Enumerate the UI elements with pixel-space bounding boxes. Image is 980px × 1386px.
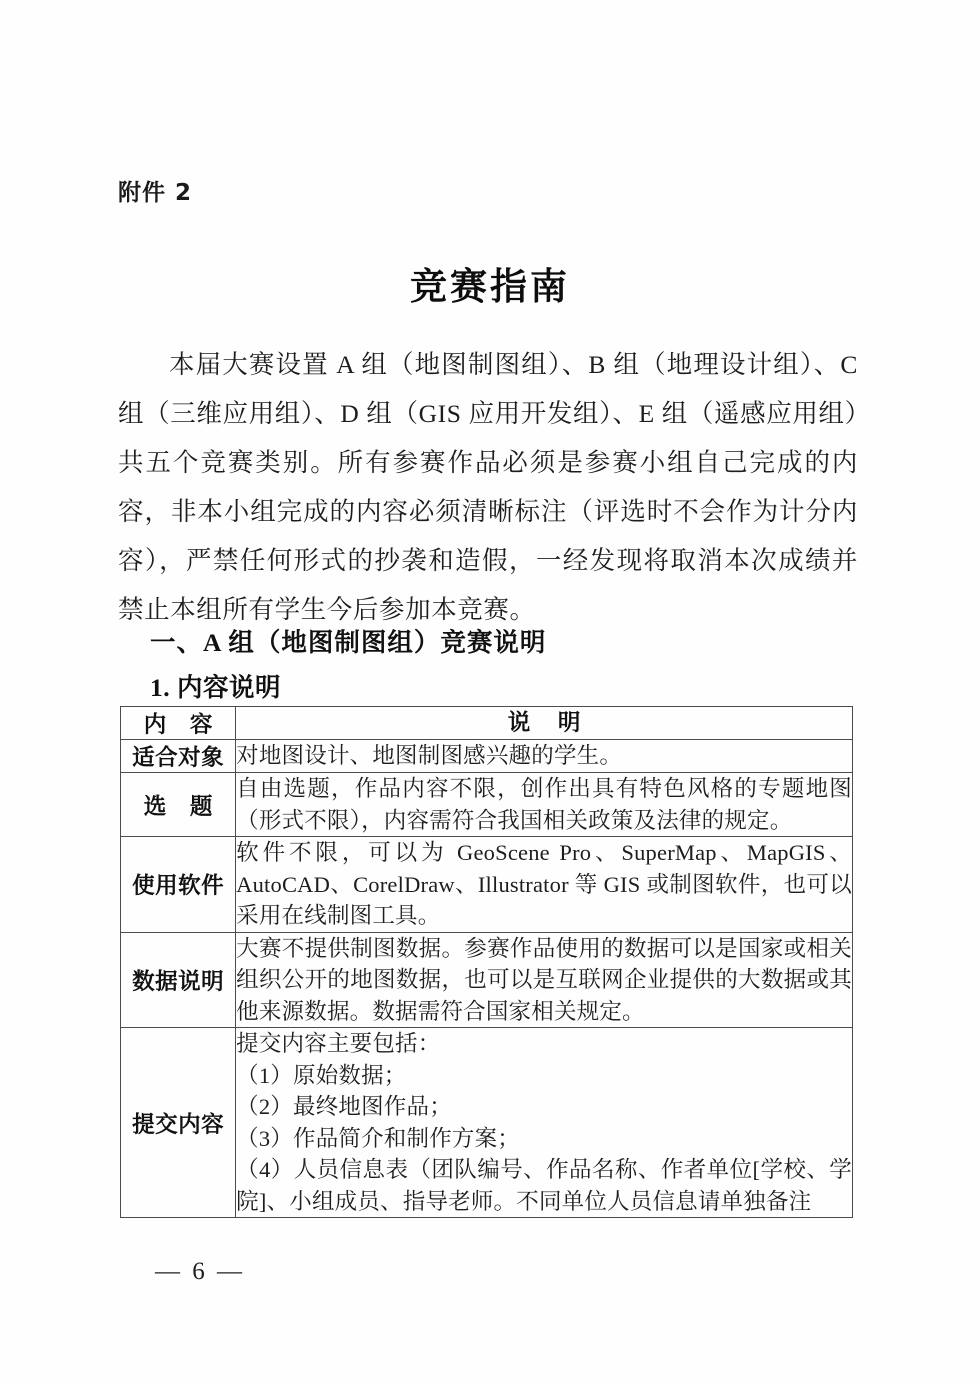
submission-line: （2）最终地图作品； bbox=[236, 1094, 452, 1119]
row-key-software: 使用软件 bbox=[121, 837, 236, 933]
row-key-submission: 提交内容 bbox=[121, 1028, 236, 1218]
row-key-data-notes: 数据说明 bbox=[121, 932, 236, 1028]
intro-section bbox=[118, 340, 858, 634]
table-row bbox=[121, 773, 853, 837]
submission-line: （4）人员信息表（团队编号、作品名称、作者单位[学校、学院]、小组成员、指导老师。不同单位人员信息请单独备注 bbox=[236, 1157, 852, 1214]
intro-paragraph: 本届大赛设置 A 组（地图制图组）、B 组（地理设计组）、C 组（三维应用组）、D 组（GIS 应用开发组）、E 组（遥感应用组）共五个竞赛类别。所有参赛作品必须是参赛小组自己完成的内容，非本小组完成的内容必须清晰标注（评选时不会作为计分内容），严禁任何形式的抄袭和造假，一经发现将取消本次成绩并禁止本组所有学生今后参加本竞赛。 bbox=[118, 350, 858, 624]
attachment-label: 附件 2 bbox=[118, 180, 193, 206]
table-row bbox=[121, 932, 853, 1028]
submission-line: 提交内容主要包括： bbox=[236, 1031, 441, 1056]
row-value-topic: 自由选题，作品内容不限，创作出具有特色风格的专题地图（形式不限），内容需符合我国相关政策及法律的规定。 bbox=[236, 773, 853, 837]
row-value-submission bbox=[236, 1028, 853, 1218]
table-header-value: 说 明 bbox=[236, 707, 853, 740]
row-key-suitable-audience: 适合对象 bbox=[121, 740, 236, 773]
section-heading: 一、A 组（地图制图组）竞赛说明 bbox=[150, 628, 547, 657]
row-value-data-notes: 大赛不提供制图数据。参赛作品使用的数据可以是国家或相关组织公开的地图数据，也可以是互联网企业提供的大数据或其他来源数据。数据需符合国家相关规定。 bbox=[236, 932, 853, 1028]
table-row bbox=[121, 837, 853, 933]
subsection-heading: 1. 内容说明 bbox=[150, 673, 282, 702]
page-title: 竞赛指南 bbox=[410, 264, 570, 308]
page-number: — 6 — bbox=[155, 1258, 245, 1285]
row-value-software: 软件不限，可以为 GeoScene Pro、SuperMap、MapGIS、AutoCAD、CorelDraw、Illustrator 等 GIS 或制图软件，也可以采用在线制图工具。 bbox=[236, 837, 853, 933]
submission-line: （1）原始数据； bbox=[236, 1062, 407, 1088]
table-row bbox=[121, 1028, 853, 1218]
table-header-key: 内 容 bbox=[121, 707, 236, 740]
row-value-suitable-audience: 对地图设计、地图制图感兴趣的学生。 bbox=[236, 740, 853, 773]
submission-line: （3）作品简介和制作方案； bbox=[236, 1125, 521, 1151]
table-row bbox=[121, 740, 853, 773]
row-key-topic: 选 题 bbox=[121, 773, 236, 837]
content-spec-table bbox=[120, 706, 853, 1218]
table-header-row bbox=[121, 707, 853, 740]
